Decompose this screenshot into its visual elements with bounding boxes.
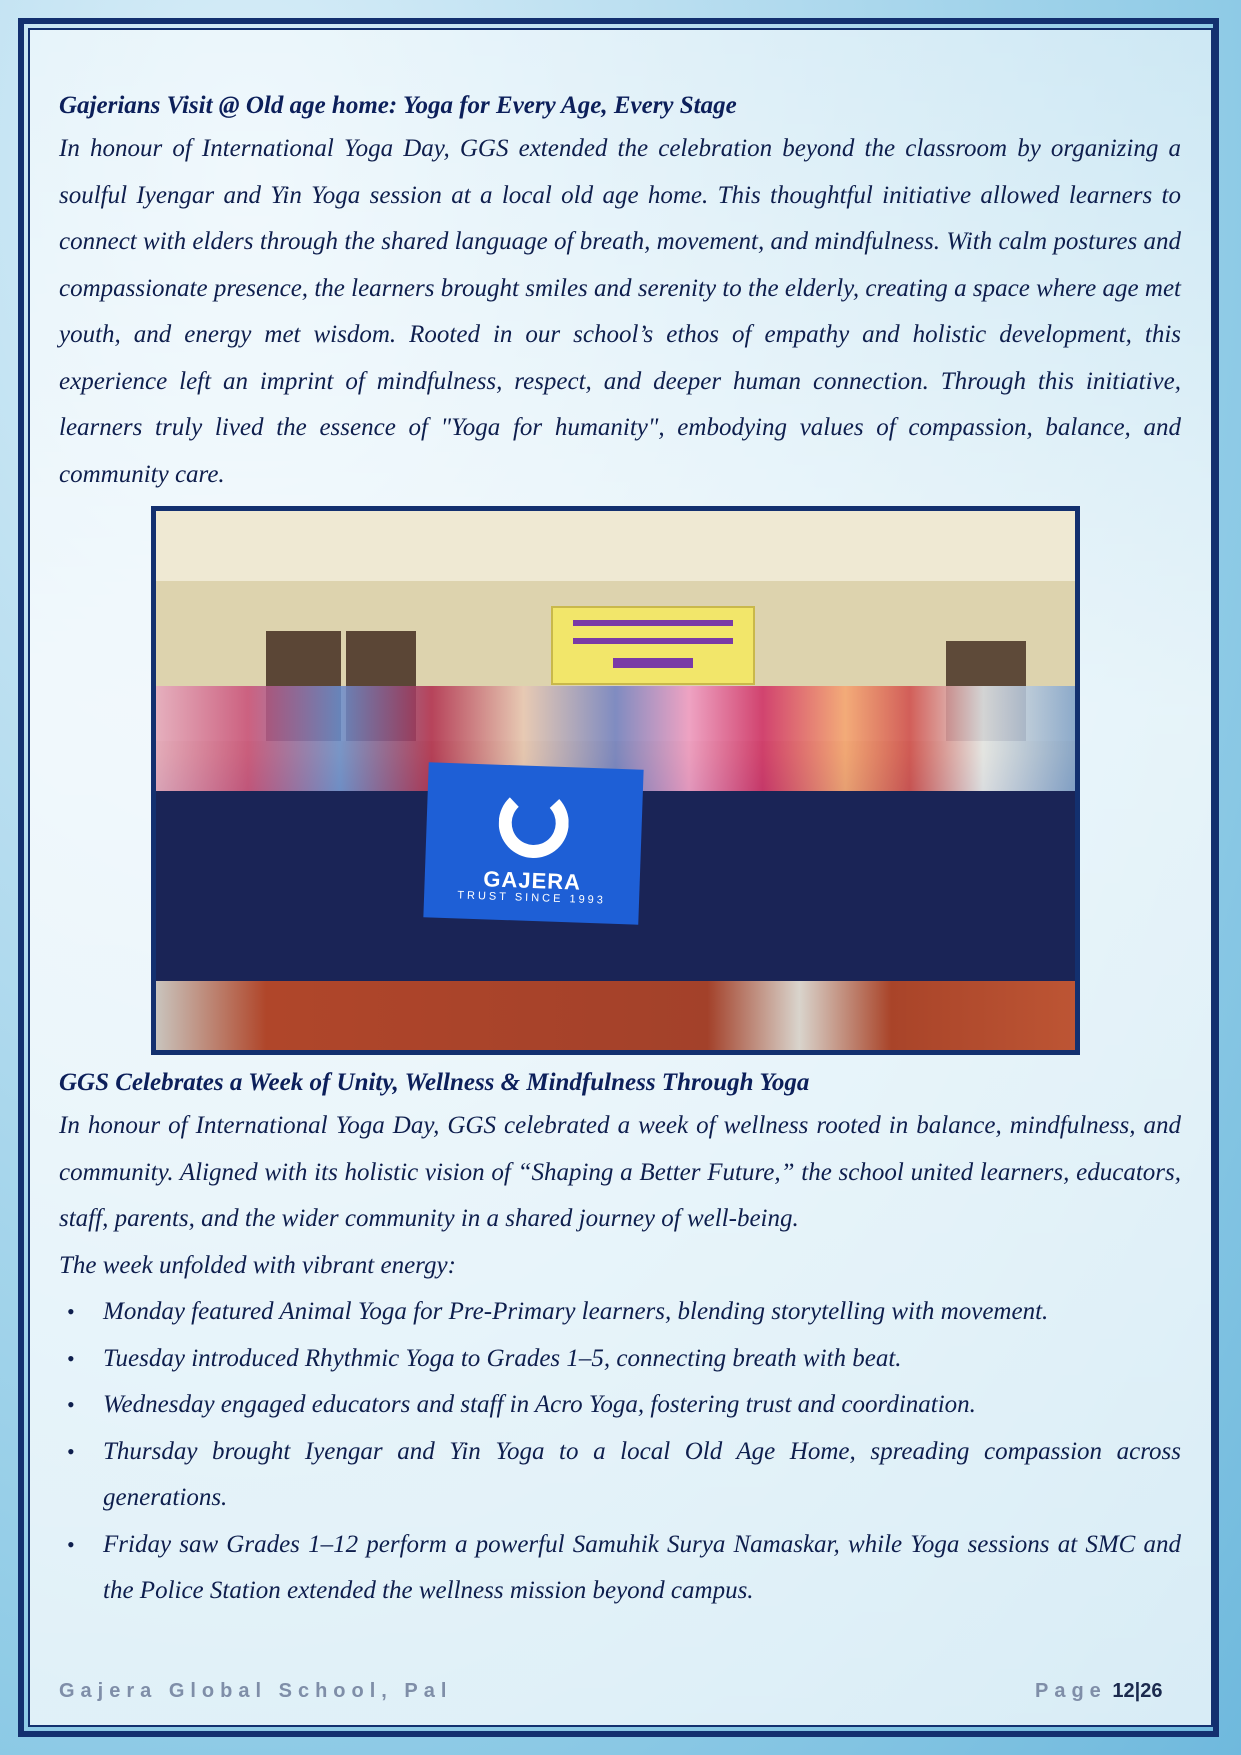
photo-ceiling: [156, 511, 1075, 581]
week-activity-list: [59, 1289, 1181, 1615]
photo-floor: [156, 981, 1075, 1055]
gajera-logo-icon: [498, 787, 570, 859]
bullet-icon: •: [67, 1438, 75, 1464]
flag-text: GAJERA: [482, 866, 582, 895]
banner-text-line: [573, 620, 733, 626]
list-item-text: Monday featured Animal Yoga for Pre-Primary learners, blending storytelling with movement.: [103, 1298, 1049, 1325]
list-item-text: Friday saw Grades 1–12 perform a powerful Samuhik Surya Namaskar, while Yoga sessions at SMC and the Police Station extended the wellness mission beyond campus.: [103, 1530, 1181, 1604]
list-item: [59, 1382, 1181, 1429]
section1-title: Gajerians Visit @ Old age home: Yoga for Every Age, Every Stage: [59, 92, 737, 119]
page-total: 26: [1140, 1680, 1163, 1702]
footer-school-name: Gajera Global School, Pal: [59, 1680, 453, 1702]
section2-body: In honour of International Yoga Day, GGS celebrated a week of wellness rooted in balance, mindfulness, and community. Aligned with its holistic vision of “Shaping a Better Future,” the school united learners, educators, staff, parents, and the wider community in a shared journey of well-being.: [59, 1112, 1181, 1232]
footer-page-number: [1035, 1680, 1162, 1703]
bullet-icon: •: [67, 1531, 75, 1557]
section2: [59, 1063, 1181, 1615]
group-photo: [151, 506, 1080, 1055]
gajera-trust-flag: [423, 762, 643, 924]
page-content: [59, 86, 1181, 1615]
list-item-text: Thursday brought Iyengar and Yin Yoga to a local Old Age Home, spreading compassion across generations.: [103, 1437, 1181, 1511]
list-item: [59, 1289, 1181, 1336]
bullet-icon: •: [67, 1392, 75, 1417]
photo-banner: [551, 606, 755, 685]
section2-intro: The week unfolded with vibrant energy:: [59, 1251, 456, 1279]
bullet-icon: •: [67, 1345, 75, 1371]
page-current: 12: [1112, 1680, 1135, 1702]
flag-sub-trust: TRUST: [457, 889, 509, 904]
list-item: [59, 1522, 1181, 1615]
bullet-icon: •: [67, 1299, 75, 1324]
page-label: Page: [1035, 1680, 1107, 1702]
banner-text-line: [573, 638, 733, 644]
section2-title: GGS Celebrates a Week of Unity, Wellness & Mindfulness Through Yoga: [59, 1069, 810, 1096]
page-separator: |: [1134, 1680, 1141, 1702]
list-item: [59, 1429, 1181, 1522]
list-item-text: Wednesday engaged educators and staff in Acro Yoga, fostering trust and coordination.: [103, 1391, 976, 1418]
list-item: [59, 1336, 1181, 1383]
flag-since: SINCE 1993: [514, 891, 607, 907]
list-item-text: Tuesday introduced Rhythmic Yoga to Grades 1–5, connecting breath with beat.: [103, 1344, 902, 1372]
section1-body: In honour of International Yoga Day, GGS extended the celebration beyond the classroom by organizing a soulful Iyengar and Yin Yoga session at a local old age home. This thoughtful initiative allowed learners to connect with elders through the shared language of breath, movement, and mindfulness. With calm postures and compassionate presence, the learners brought smiles and serenity to the elderly, creating a space where age met youth, and energy met wisdom. Rooted in our school’s ethos of empathy and holistic development, this experience left an imprint of mindfulness, respect, and deeper human connection. Through this initiative, learners truly lived the essence of "Yoga for humanity", embodying values of compassion, balance, and community care.: [59, 135, 1181, 488]
banner-text-line: [613, 658, 693, 668]
